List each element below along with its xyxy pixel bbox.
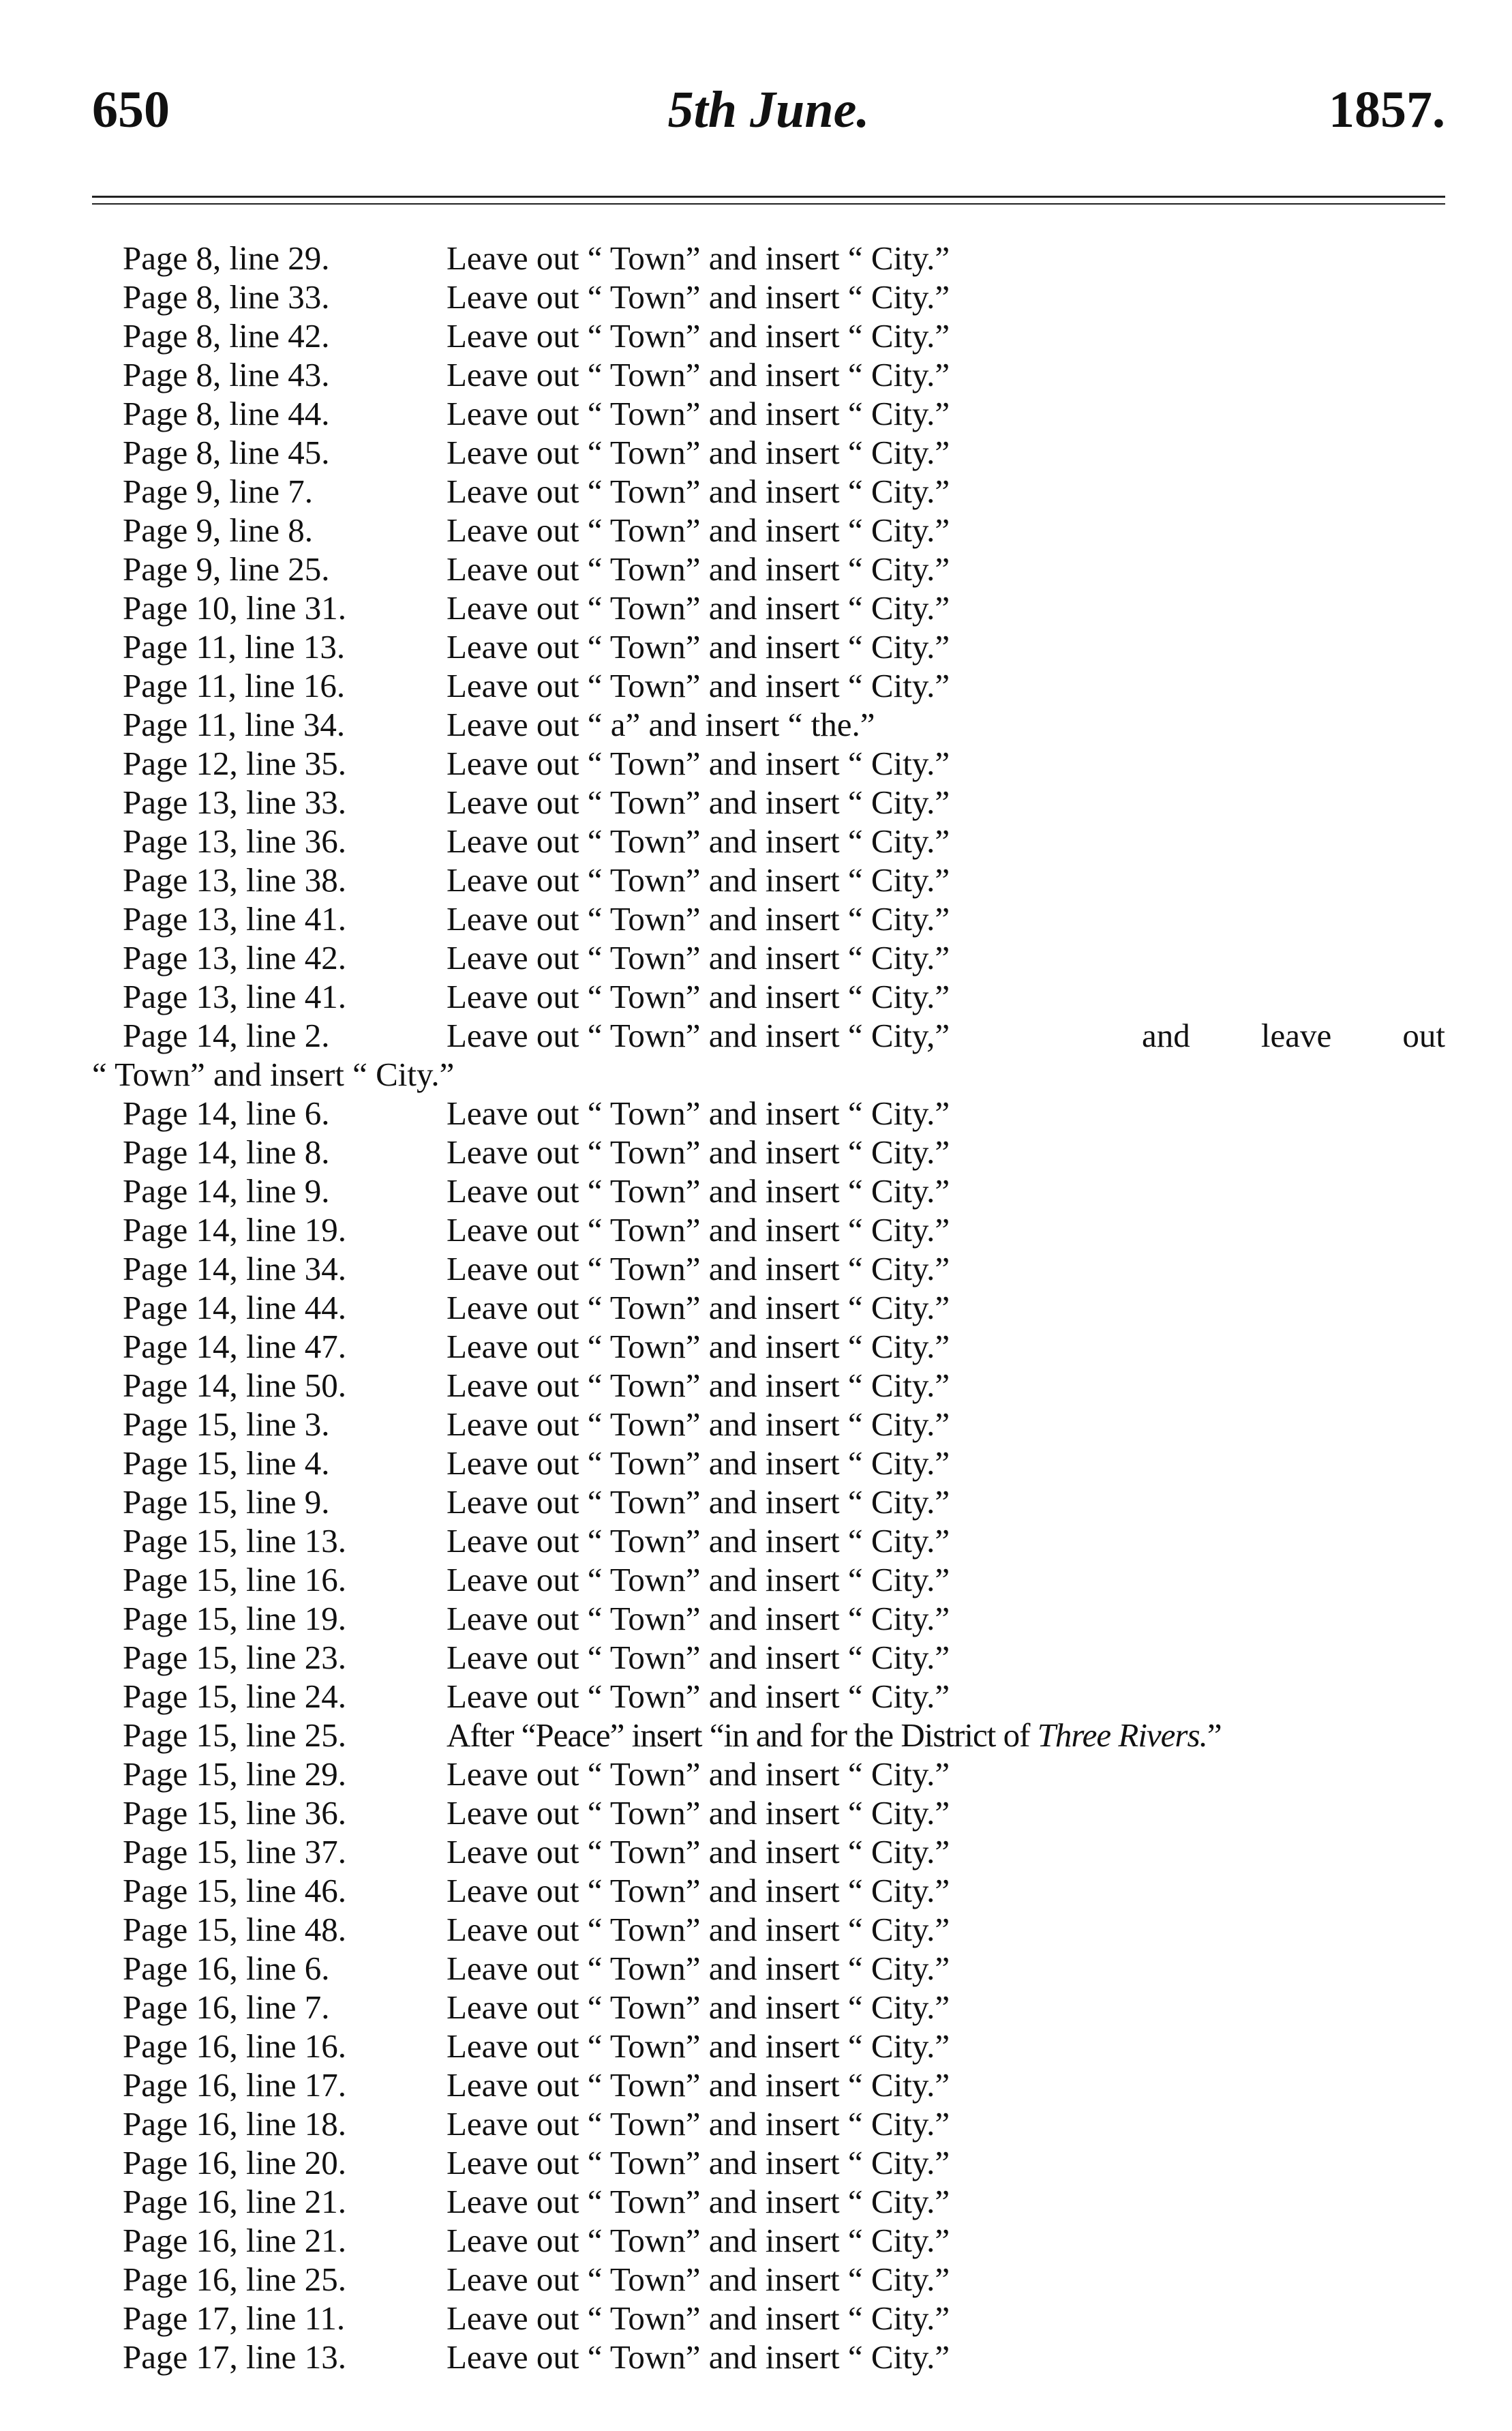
page-line-reference: Page 16, line 20. bbox=[123, 2144, 346, 2181]
amendment-entry bbox=[0, 2260, 1512, 2299]
amendment-entry bbox=[0, 278, 1512, 316]
amendment-entry bbox=[0, 1016, 1512, 1055]
page-header bbox=[92, 80, 1445, 142]
amendment-entry bbox=[0, 1560, 1512, 1599]
page-line-reference: Page 16, line 21. bbox=[123, 2222, 346, 2259]
amendment-text-main: Leave out “ Town” and insert “ City.” bbox=[447, 1561, 950, 1598]
amendment-entry bbox=[0, 1172, 1512, 1210]
page-line-reference: Page 15, line 25. bbox=[123, 1716, 346, 1754]
amendment-entry bbox=[0, 1327, 1512, 1366]
page-line-reference: Page 16, line 16. bbox=[123, 2027, 346, 2065]
amendment-text-main: Leave out “ Town” and insert “ City.” bbox=[447, 2183, 950, 2220]
page-line-reference: Page 17, line 13. bbox=[123, 2338, 346, 2376]
amendment-text bbox=[447, 1832, 950, 1871]
amendment-text bbox=[447, 2338, 950, 2376]
amendment-text-main: Leave out “ Town” and insert “ City.” bbox=[447, 1833, 950, 1870]
page-line-reference: Page 14, line 47. bbox=[123, 1328, 346, 1365]
amendment-entry bbox=[0, 744, 1512, 783]
amendment-entry bbox=[0, 2027, 1512, 2065]
page-line-reference: Page 12, line 35. bbox=[123, 745, 346, 782]
amendment-text-main: Leave out “ Town” and insert “ City.” bbox=[447, 1133, 950, 1171]
amendment-text bbox=[447, 1755, 950, 1793]
amendment-text bbox=[447, 627, 950, 666]
amendment-text-main: Leave out “ Town” and insert “ City.” bbox=[447, 1988, 950, 2026]
page-line-reference: Page 15, line 37. bbox=[123, 1833, 346, 1870]
amendment-entry bbox=[0, 1444, 1512, 1482]
amendment-text bbox=[447, 899, 950, 938]
amendment-entry bbox=[0, 2182, 1512, 2221]
amendment-text bbox=[447, 316, 950, 355]
amendment-entry bbox=[0, 239, 1512, 278]
amendment-text bbox=[447, 1599, 950, 1638]
amendment-entry bbox=[0, 666, 1512, 705]
amendment-text-main: Leave out “ Town” and insert “ City.” bbox=[447, 317, 950, 355]
amendment-text bbox=[447, 1677, 950, 1716]
amendment-entry bbox=[0, 861, 1512, 899]
amendment-entry bbox=[0, 433, 1512, 472]
amendment-text-main: Leave out “ Town” and insert “ City.” bbox=[447, 1172, 950, 1210]
page-line-reference: Page 13, line 42. bbox=[123, 939, 346, 976]
amendment-text bbox=[447, 1172, 950, 1210]
amendment-text bbox=[447, 1949, 950, 1988]
amendment-text-main: Leave out “ Town” and insert “ City.” bbox=[447, 2027, 950, 2065]
amendment-entry bbox=[0, 1755, 1512, 1793]
amendment-text-main: Leave out “ Town” and insert “ City.” bbox=[447, 1444, 950, 1482]
amendment-text-main: Leave out “ Town” and insert “ City.” bbox=[447, 1600, 950, 1637]
amendment-text-main: Leave out “ Town” and insert “ City.” bbox=[447, 1094, 950, 1132]
amendment-text-main: Leave out “ Town” and insert “ City.” bbox=[447, 1483, 950, 1521]
amendment-text bbox=[447, 1988, 950, 2027]
amendment-text-main: Leave out “ Town” and insert “ City.” bbox=[447, 239, 950, 277]
page-line-reference: Page 15, line 9. bbox=[123, 1483, 330, 1521]
amendment-text bbox=[447, 1094, 950, 1133]
amendment-text bbox=[447, 2143, 950, 2182]
amendment-entry bbox=[0, 2299, 1512, 2338]
page-line-reference: Page 8, line 45. bbox=[123, 434, 330, 471]
amendment-entry bbox=[0, 2104, 1512, 2143]
page-line-reference: Page 15, line 16. bbox=[123, 1561, 346, 1598]
page-line-reference: Page 16, line 7. bbox=[123, 1988, 330, 2026]
amendment-entry bbox=[0, 2221, 1512, 2260]
amendment-text-main: Leave out “ Town” and insert “ City.” bbox=[447, 1328, 950, 1365]
page-line-reference: Page 14, line 8. bbox=[123, 1133, 330, 1171]
page-line-reference: Page 11, line 34. bbox=[123, 706, 346, 743]
page-line-reference: Page 16, line 18. bbox=[123, 2105, 346, 2143]
amendment-entry bbox=[0, 705, 1512, 744]
amendment-text-main: Leave out “ Town” and insert “ City.” bbox=[447, 978, 950, 1015]
amendment-entry bbox=[0, 899, 1512, 938]
page-line-reference: Page 11, line 16. bbox=[123, 667, 346, 704]
page-line-reference: Page 16, line 21. bbox=[123, 2183, 346, 2220]
tail-word: leave bbox=[1260, 1017, 1332, 1054]
amendment-text bbox=[447, 550, 950, 588]
amendment-text bbox=[447, 2260, 950, 2299]
amendment-entry bbox=[0, 1949, 1512, 1988]
amendment-entry bbox=[0, 1210, 1512, 1249]
amendment-entry bbox=[0, 2065, 1512, 2104]
amendment-entry bbox=[0, 316, 1512, 355]
page-line-reference: Page 15, line 46. bbox=[123, 1872, 346, 1909]
amendment-entry bbox=[0, 2338, 1512, 2376]
page-line-reference: Page 9, line 7. bbox=[123, 473, 313, 510]
page-line-reference: Page 11, line 13. bbox=[123, 628, 346, 666]
amendment-text-main: Leave out “ Town” and insert “ City.” bbox=[447, 1639, 950, 1676]
amendment-text bbox=[447, 1871, 950, 1910]
amendment-entry bbox=[0, 1521, 1512, 1560]
amendment-text-main: Leave out “ Town” and insert “ City.” bbox=[447, 1872, 950, 1909]
amendment-text-main: Leave out “ Town” and insert “ City.” bbox=[447, 1289, 950, 1326]
page-line-reference: Page 8, line 33. bbox=[123, 278, 330, 316]
amendment-entry bbox=[0, 1366, 1512, 1405]
amendment-text-main: Leave out “ Town” and insert “ City.” bbox=[447, 2299, 950, 2337]
amendment-entry bbox=[0, 977, 1512, 1016]
amendment-text bbox=[447, 2027, 950, 2065]
amendment-entry bbox=[0, 355, 1512, 394]
page-line-reference: Page 13, line 36. bbox=[123, 822, 346, 860]
amendment-text bbox=[447, 1210, 950, 1249]
amendment-entry bbox=[0, 1133, 1512, 1172]
amendment-text bbox=[447, 1405, 950, 1444]
amendment-text-closing: ” bbox=[1207, 1716, 1222, 1754]
amendment-text bbox=[447, 861, 950, 899]
amendment-entry bbox=[0, 1482, 1512, 1521]
header-rule-secondary bbox=[92, 203, 1445, 205]
amendment-text-main: Leave out “ Town” and insert “ City.” bbox=[447, 1250, 950, 1287]
amendment-text-main: Leave out “ Town” and insert “ City.” bbox=[447, 745, 950, 782]
page-line-reference: Page 15, line 23. bbox=[123, 1639, 346, 1676]
amendment-entry bbox=[0, 1871, 1512, 1910]
amendment-text-main: Leave out “ Town” and insert “ City.” bbox=[447, 2105, 950, 2143]
amendment-text-main: Leave out “ Town” and insert “ City.” bbox=[447, 1367, 950, 1404]
page-line-reference: Page 14, line 44. bbox=[123, 1289, 346, 1326]
amendment-entry bbox=[0, 550, 1512, 588]
amendment-text bbox=[447, 588, 950, 627]
amendment-continuation: “ Town” and insert “ City.” bbox=[92, 1056, 455, 1093]
amendment-text-main: Leave out “ Town” and insert “ City.” bbox=[447, 1950, 950, 1987]
page-line-reference: Page 13, line 33. bbox=[123, 784, 346, 821]
amendment-text bbox=[447, 1133, 950, 1172]
page-line-reference: Page 14, line 34. bbox=[123, 1250, 346, 1287]
tail-word: and bbox=[1142, 1017, 1190, 1054]
amendment-entry bbox=[0, 938, 1512, 977]
page-line-reference: Page 14, line 6. bbox=[123, 1094, 330, 1132]
amendment-text bbox=[447, 472, 950, 511]
page-line-reference: Page 15, line 48. bbox=[123, 1911, 346, 1948]
amendment-text-main: Leave out “ Town” and insert “ City.” bbox=[447, 667, 950, 704]
amendment-text-main: Leave out “ Town” and insert “ City.” bbox=[447, 473, 950, 510]
amendment-text bbox=[447, 1327, 950, 1366]
amendment-entry bbox=[0, 1638, 1512, 1677]
amendment-entry bbox=[0, 1832, 1512, 1871]
amendment-text bbox=[447, 1366, 950, 1405]
amendment-text-main: Leave out “ Town” and insert “ City.” bbox=[447, 589, 950, 627]
amendment-entry bbox=[0, 627, 1512, 666]
page-line-reference: Page 15, line 3. bbox=[123, 1405, 330, 1443]
amendment-text-main: Leave out “ Town” and insert “ City.” bbox=[447, 2222, 950, 2259]
amendment-text bbox=[447, 1288, 950, 1327]
page-number: 650 bbox=[92, 81, 170, 138]
header-rule bbox=[92, 196, 1445, 198]
amendment-text bbox=[447, 822, 950, 861]
page-line-reference: Page 9, line 25. bbox=[123, 550, 330, 588]
amendment-text-main: Leave out “ Town” and insert “ City.” bbox=[447, 434, 950, 471]
amendment-text bbox=[447, 666, 950, 705]
amendment-entry bbox=[0, 1988, 1512, 2027]
amendment-text-main: Leave out “ Town” and insert “ City.” bbox=[447, 861, 950, 899]
page-line-reference: Page 14, line 19. bbox=[123, 1211, 346, 1249]
amendment-text bbox=[447, 1716, 1222, 1755]
amendment-entry bbox=[0, 1094, 1512, 1133]
amendment-text-main: Leave out “ Town” and insert “ City.” bbox=[447, 1211, 950, 1249]
amendment-text bbox=[447, 744, 950, 783]
amendment-text-main: Leave out “ Town” and insert “ City.” bbox=[447, 395, 950, 432]
amendment-text-main: Leave out “ Town” and insert “ City.” bbox=[447, 822, 950, 860]
amendment-text bbox=[447, 2299, 950, 2338]
amendments-list bbox=[0, 239, 1512, 2376]
page-line-reference: Page 15, line 4. bbox=[123, 1444, 330, 1482]
amendment-text bbox=[447, 1444, 950, 1482]
tail-word: out bbox=[1402, 1017, 1445, 1054]
amendment-text-main: Leave out “ Town” and insert “ City.” bbox=[447, 1677, 950, 1715]
amendment-text bbox=[447, 2065, 950, 2104]
amendment-entry bbox=[0, 588, 1512, 627]
amendment-text bbox=[447, 433, 950, 472]
page-line-reference: Page 14, line 9. bbox=[123, 1172, 330, 1210]
amendment-text-italic: Three Rivers. bbox=[1037, 1716, 1207, 1754]
page-line-reference: Page 8, line 44. bbox=[123, 395, 330, 432]
amendment-text bbox=[447, 705, 875, 744]
amendment-entry bbox=[0, 1716, 1512, 1755]
amendment-entry bbox=[0, 1793, 1512, 1832]
page-line-reference: Page 15, line 36. bbox=[123, 1794, 346, 1832]
amendment-text-main: Leave out “ Town” and insert “ City.” bbox=[447, 511, 950, 549]
amendment-text bbox=[447, 1560, 950, 1599]
page-line-reference: Page 13, line 38. bbox=[123, 861, 346, 899]
page-line-reference: Page 8, line 29. bbox=[123, 239, 330, 277]
amendment-text bbox=[447, 783, 950, 822]
amendment-text-main: Leave out “ Town” and insert “ City.” bbox=[447, 1794, 950, 1832]
amendment-entry bbox=[0, 2143, 1512, 2182]
amendment-text bbox=[447, 1793, 950, 1832]
amendment-text-tail bbox=[1142, 1016, 1445, 1055]
amendment-text-main: Leave out “ Town” and insert “ City,” bbox=[447, 1017, 950, 1054]
amendment-text bbox=[447, 2182, 950, 2221]
amendment-entry bbox=[0, 472, 1512, 511]
page-line-reference: Page 15, line 29. bbox=[123, 1755, 346, 1793]
year: 1857. bbox=[1329, 81, 1445, 138]
amendment-text bbox=[447, 2221, 950, 2260]
amendment-text-main: Leave out “ Town” and insert “ City.” bbox=[447, 550, 950, 588]
amendment-text-main: Leave out “ Town” and insert “ City.” bbox=[447, 1911, 950, 1948]
amendment-text-main: Leave out “ Town” and insert “ City.” bbox=[447, 2338, 950, 2376]
page-line-reference: Page 13, line 41. bbox=[123, 900, 346, 938]
page-line-reference: Page 14, line 2. bbox=[123, 1017, 330, 1054]
amendment-entry bbox=[0, 1249, 1512, 1288]
amendment-entry bbox=[0, 1288, 1512, 1327]
page-line-reference: Page 8, line 43. bbox=[123, 356, 330, 393]
page-line-reference: Page 10, line 31. bbox=[123, 589, 346, 627]
page-line-reference: Page 16, line 6. bbox=[123, 1950, 330, 1987]
amendment-entry bbox=[0, 783, 1512, 822]
amendment-text-main: Leave out “ Town” and insert “ City.” bbox=[447, 356, 950, 393]
amendment-text bbox=[447, 355, 950, 394]
amendment-text-main: Leave out “ Town” and insert “ City.” bbox=[447, 1405, 950, 1443]
page-line-reference: Page 13, line 41. bbox=[123, 978, 346, 1015]
amendment-entry bbox=[0, 822, 1512, 861]
amendment-text-main: Leave out “ Town” and insert “ City.” bbox=[447, 900, 950, 938]
amendment-text bbox=[447, 977, 950, 1016]
amendment-text bbox=[447, 938, 950, 977]
amendment-text-main: After “Peace” insert “in and for the District of bbox=[447, 1716, 1038, 1754]
running-title: 5th June. bbox=[667, 81, 870, 138]
amendment-text bbox=[447, 278, 950, 316]
page-line-reference: Page 15, line 19. bbox=[123, 1600, 346, 1637]
page-line-reference: Page 17, line 11. bbox=[123, 2299, 346, 2337]
page-line-reference: Page 14, line 50. bbox=[123, 1367, 346, 1404]
page-line-reference: Page 9, line 8. bbox=[123, 511, 313, 549]
amendment-entry bbox=[0, 1599, 1512, 1638]
amendment-text-main: Leave out “ Town” and insert “ City.” bbox=[447, 2144, 950, 2181]
amendment-text-main: Leave out “ Town” and insert “ City.” bbox=[447, 784, 950, 821]
page-line-reference: Page 16, line 17. bbox=[123, 2066, 346, 2104]
amendment-text bbox=[447, 1638, 950, 1677]
page-line-reference: Page 15, line 24. bbox=[123, 1677, 346, 1715]
amendment-text-main: Leave out “ Town” and insert “ City.” bbox=[447, 939, 950, 976]
amendment-entry bbox=[0, 1910, 1512, 1949]
amendment-text-main: Leave out “ Town” and insert “ City.” bbox=[447, 2261, 950, 2298]
amendment-text-main: Leave out “ a” and insert “ the.” bbox=[447, 706, 875, 743]
amendment-text bbox=[447, 511, 950, 550]
amendment-text bbox=[447, 394, 950, 433]
amendment-text-main: Leave out “ Town” and insert “ City.” bbox=[447, 2066, 950, 2104]
amendment-text-main: Leave out “ Town” and insert “ City.” bbox=[447, 1522, 950, 1560]
amendment-text-main: Leave out “ Town” and insert “ City.” bbox=[447, 1755, 950, 1793]
amendment-text-main: Leave out “ Town” and insert “ City.” bbox=[447, 628, 950, 666]
amendment-text bbox=[447, 1910, 950, 1949]
amendment-entry bbox=[0, 394, 1512, 433]
amendment-text bbox=[447, 1249, 950, 1288]
amendment-text bbox=[447, 239, 950, 278]
amendment-text bbox=[447, 1482, 950, 1521]
page-line-reference: Page 15, line 13. bbox=[123, 1522, 346, 1560]
amendment-entry bbox=[0, 1405, 1512, 1444]
page-line-reference: Page 8, line 42. bbox=[123, 317, 330, 355]
amendment-text bbox=[447, 2104, 950, 2143]
amendment-text-main: Leave out “ Town” and insert “ City.” bbox=[447, 278, 950, 316]
amendment-text bbox=[447, 1016, 950, 1055]
amendment-entry bbox=[0, 511, 1512, 550]
amendment-entry bbox=[0, 1677, 1512, 1716]
page-line-reference: Page 16, line 25. bbox=[123, 2261, 346, 2298]
amendment-text bbox=[447, 1521, 950, 1560]
